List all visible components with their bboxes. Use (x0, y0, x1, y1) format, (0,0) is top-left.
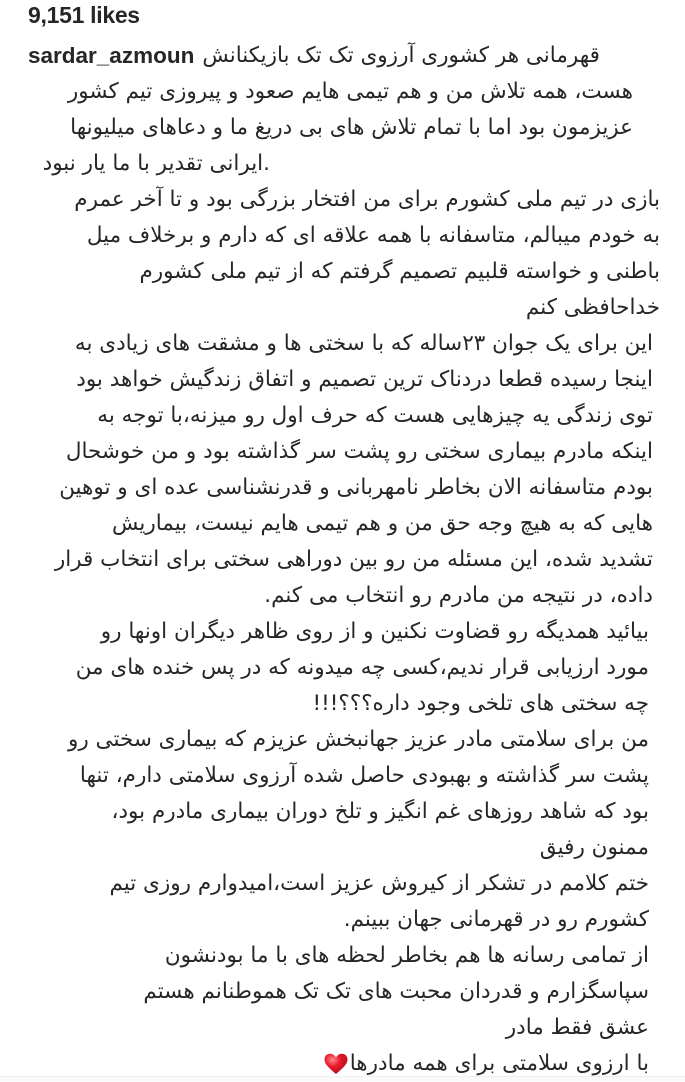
caption-text: مورد ارزیابی قرار ندیم،کسی چه میدونه که در پس خنده های من (75, 655, 649, 680)
caption-line (0, 902, 685, 938)
caption-line (0, 470, 685, 506)
caption-text: توی زندگی یه چیزهایی هست که حرف اول رو میزنه،با توجه به (97, 403, 653, 428)
username-link[interactable]: sardar_azmoun (28, 43, 195, 68)
caption-text: هایی که به هیچ وجه حق من و هم تیمی هایم نیست، بیماریش (111, 511, 653, 536)
caption-text: بود که شاهد روزهای غم انگیز و تلخ دوران بیماری مادرم بود، (111, 799, 649, 824)
caption-text: ختم کلامم در تشکر از کیروش عزیز است،امیدوارم روزی تیم (109, 871, 649, 896)
caption-text: عشق فقط مادر (505, 1015, 649, 1040)
caption-line (0, 290, 685, 326)
caption-text: باطنی و خواسته قلبیم تصمیم گرفتم که از تیم ملی کشورم (139, 259, 660, 284)
caption-line (0, 686, 685, 722)
caption-line (0, 74, 685, 110)
likes-count[interactable]: 9,151 likes (28, 2, 140, 28)
caption-text: داده، در نتیجه من مادرم رو انتخاب می کنم. (264, 583, 653, 608)
caption-text: بودم متاسفانه الان بخاطر نامهربانی و قدرنشناسی عده ای و توهین (59, 475, 653, 500)
caption-text: به خودم میبالم، متاسفانه با همه علاقه ای که دارم و برخلاف میل (86, 223, 660, 248)
caption-text: بیائید همدیگه رو قضاوت نکنین و از روی ظاهر دیگران اونها رو (100, 619, 649, 644)
caption-text: چه سختی های تلخی وجود داره؟؟؟!!! (312, 691, 649, 716)
caption-text: خداحافظی کنم (525, 295, 660, 320)
caption-line (0, 614, 685, 650)
post-caption (0, 38, 685, 1082)
caption-line (0, 830, 685, 866)
caption-line (0, 254, 685, 290)
caption-line (0, 758, 685, 794)
caption-line (0, 794, 685, 830)
caption-line (0, 434, 685, 470)
caption-text: قهرمانی هر کشوری آرزوی تک تک بازیکنانش (202, 43, 600, 68)
caption-line (0, 542, 685, 578)
caption-line (0, 326, 685, 362)
caption-line (0, 578, 685, 614)
caption-line (0, 650, 685, 686)
caption-line (0, 110, 685, 146)
caption-text: کشورم رو در قهرمانی جهان ببینم. (343, 907, 649, 932)
caption-line (0, 218, 685, 254)
caption-line (0, 938, 685, 974)
caption-text: پشت سر گذاشته و بهبودی حاصل شده آرزوی سلامتی دارم، تنها (79, 763, 649, 788)
caption-line (0, 182, 685, 218)
caption-line (0, 974, 685, 1010)
caption-text: اینکه مادرم بیماری سختی رو پشت سر گذاشته بود و من خوشحال (65, 439, 653, 464)
caption-text: از تمامی رسانه ها هم بخاطر لحظه های با ما بودنشون (164, 943, 649, 968)
caption-text: .ایرانی تقدیر با ما یار نبود (42, 151, 270, 176)
caption-text: بازی در تیم ملی کشورم برای من افتخار بزرگی بود و تا آخر عمرم (74, 187, 660, 212)
caption-text: با ارزوی سلامتی برای همه مادرها (349, 1051, 649, 1076)
caption-line (0, 1010, 685, 1046)
caption-text: سپاسگزارم و قدردان محبت های تک تک هموطنانم هستم (143, 979, 649, 1004)
caption-line (0, 398, 685, 434)
caption-text: عزیزمون بود اما با تمام تلاش های بی دریغ ما و دعاهای میلیونها (70, 115, 633, 140)
divider (0, 1076, 685, 1081)
caption-text: هست، همه تلاش من و هم تیمی هایم صعود و پیروزی تیم کشور (67, 79, 633, 104)
caption-line (0, 362, 685, 398)
caption-text: این برای یک جوان ۲۳ساله که با سختی ها و مشقت های زیادی به (74, 331, 653, 356)
caption-body (0, 74, 685, 1082)
caption-line-1 (0, 38, 685, 74)
caption-text: تشدید شده، این مسئله من رو بین دوراهی سختی برای انتخاب قرار (54, 547, 653, 572)
caption-text: اینجا رسیده قطعا دردناک ترین تصمیم و اتفاق زندگیش خواهد بود (76, 367, 653, 392)
caption-text: ممنون رفیق (539, 835, 649, 860)
heart-emoji-icon (324, 1053, 348, 1075)
caption-text: من برای سلامتی مادر عزیز جهانبخش عزیزم که بیماری سختی رو (67, 727, 649, 752)
caption-line (0, 506, 685, 542)
caption-line (0, 866, 685, 902)
caption-line (0, 722, 685, 758)
caption-line (0, 146, 685, 182)
